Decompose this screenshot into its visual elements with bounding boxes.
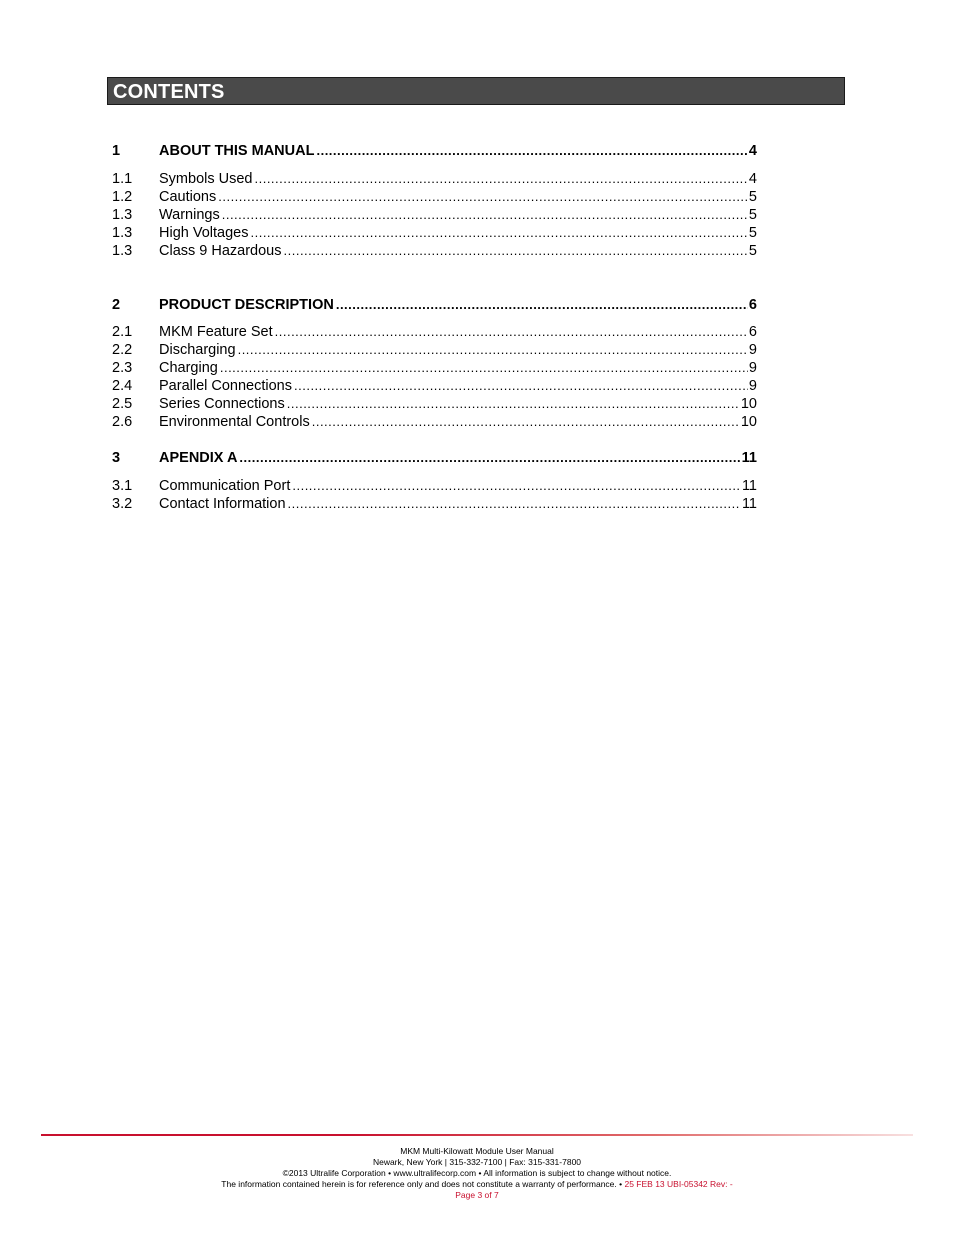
toc-section-entry[interactable] <box>112 242 757 260</box>
footer-doc-id: 25 FEB 13 UBI-05342 Rev: - <box>624 1179 733 1189</box>
contents-header-bar <box>107 77 845 105</box>
toc-entry-page: 11 <box>741 496 757 512</box>
toc-entry-number: 2.1 <box>112 324 133 340</box>
toc-entry-page: 10 <box>740 414 757 430</box>
toc-entry-title: Discharging <box>159 342 236 358</box>
toc-section-entry[interactable] <box>112 323 757 341</box>
toc-dot-leader <box>254 170 747 188</box>
toc-entry-title: Communication Port <box>159 478 291 494</box>
toc-dot-leader <box>220 359 748 377</box>
toc-entry-number: 1.3 <box>112 225 133 241</box>
toc-dot-leader <box>287 395 740 413</box>
toc-entry-title: High Voltages <box>159 225 249 241</box>
toc-section-entry[interactable] <box>112 413 757 431</box>
footer-divider <box>41 1134 913 1136</box>
contents-title: CONTENTS <box>113 81 225 103</box>
toc-entry-number: 2.6 <box>112 414 133 430</box>
toc-entry-page: 9 <box>748 360 757 376</box>
toc-entry-number: 2.3 <box>112 360 133 376</box>
toc-entry-title: Cautions <box>159 189 217 205</box>
toc-entry-number: 2.4 <box>112 378 133 394</box>
toc-section-entry[interactable] <box>112 206 757 224</box>
toc-entry-page: 10 <box>740 396 757 412</box>
table-of-contents <box>112 142 757 513</box>
toc-entry-title: MKM Feature Set <box>159 324 273 340</box>
toc-entry-title: Series Connections <box>159 396 285 412</box>
toc-section-entry[interactable] <box>112 341 757 359</box>
toc-dot-leader <box>284 242 748 260</box>
toc-dot-leader <box>312 413 740 431</box>
toc-entry-title: Environmental Controls <box>159 414 310 430</box>
toc-dot-leader <box>218 188 748 206</box>
toc-entry-number: 2.5 <box>112 396 133 412</box>
toc-entry-number: 1.1 <box>112 171 133 187</box>
toc-entry-number: 2 <box>112 297 121 313</box>
toc-entry-page: 4 <box>748 171 757 187</box>
toc-section-entry[interactable] <box>112 377 757 395</box>
toc-entry-number: 1.2 <box>112 189 133 205</box>
toc-entry-page: 6 <box>748 297 757 313</box>
toc-entry-page: 5 <box>748 243 757 259</box>
toc-entry-number: 3.1 <box>112 478 133 494</box>
toc-dot-leader <box>336 296 748 314</box>
toc-section-entry[interactable] <box>112 495 757 513</box>
toc-section-entry[interactable] <box>112 188 757 206</box>
toc-chapter-entry[interactable] <box>112 142 757 160</box>
toc-section-entry[interactable] <box>112 224 757 242</box>
toc-entry-number: 2.2 <box>112 342 133 358</box>
toc-entry-title: PRODUCT DESCRIPTION <box>159 297 334 313</box>
toc-section-entry[interactable] <box>112 477 757 495</box>
toc-section-entry[interactable] <box>112 170 757 188</box>
toc-entry-title: Warnings <box>159 207 220 223</box>
toc-dot-leader <box>239 449 740 467</box>
toc-entry-number: 3 <box>112 450 121 466</box>
footer-contact: Newark, New York | 315-332-7100 | Fax: 315-331-7800 <box>372 1157 582 1167</box>
footer-page-number: Page 3 of 7 <box>455 1190 499 1200</box>
toc-entry-page: 5 <box>748 225 757 241</box>
toc-entry-title: ABOUT THIS MANUAL <box>159 143 315 159</box>
toc-dot-leader <box>238 341 748 359</box>
toc-section-entry[interactable] <box>112 395 757 413</box>
toc-entry-title: APENDIX A <box>159 450 238 466</box>
toc-entry-title: Parallel Connections <box>159 378 292 394</box>
toc-entry-number: 1.3 <box>112 243 133 259</box>
toc-entry-title: Contact Information <box>159 496 286 512</box>
toc-entry-number: 1.3 <box>112 207 133 223</box>
toc-entry-page: 5 <box>748 207 757 223</box>
toc-entry-page: 11 <box>741 478 757 494</box>
toc-entry-page: 5 <box>748 189 757 205</box>
page-footer <box>0 1146 954 1201</box>
toc-section-entry[interactable] <box>112 359 757 377</box>
toc-chapter-entry[interactable] <box>112 296 757 314</box>
toc-dot-leader <box>250 224 747 242</box>
toc-dot-leader <box>288 495 741 513</box>
footer-copyright: ©2013 Ultralife Corporation • www.ultralifecorp.com • All information is subject to change without notice. <box>282 1168 672 1178</box>
footer-doc-title: MKM Multi-Kilowatt Module User Manual <box>400 1146 554 1156</box>
footer-disclaimer <box>0 1179 954 1190</box>
toc-entry-title: Class 9 Hazardous <box>159 243 282 259</box>
toc-chapter-entry[interactable] <box>112 449 757 467</box>
toc-dot-leader <box>275 323 748 341</box>
toc-entry-page: 4 <box>748 143 757 159</box>
footer-disclaimer-text: The information contained herein is for reference only and does not constitute a warranty of performance. • <box>221 1179 623 1189</box>
toc-entry-page: 9 <box>748 342 757 358</box>
toc-entry-title: Charging <box>159 360 218 376</box>
toc-dot-leader <box>222 206 748 224</box>
toc-entry-page: 6 <box>748 324 757 340</box>
toc-entry-number: 3.2 <box>112 496 133 512</box>
toc-dot-leader <box>294 377 748 395</box>
toc-entry-title: Symbols Used <box>159 171 253 187</box>
toc-dot-leader <box>292 477 741 495</box>
toc-entry-number: 1 <box>112 143 121 159</box>
toc-entry-page: 9 <box>748 378 757 394</box>
toc-dot-leader <box>316 142 747 160</box>
toc-entry-page: 11 <box>741 450 757 466</box>
